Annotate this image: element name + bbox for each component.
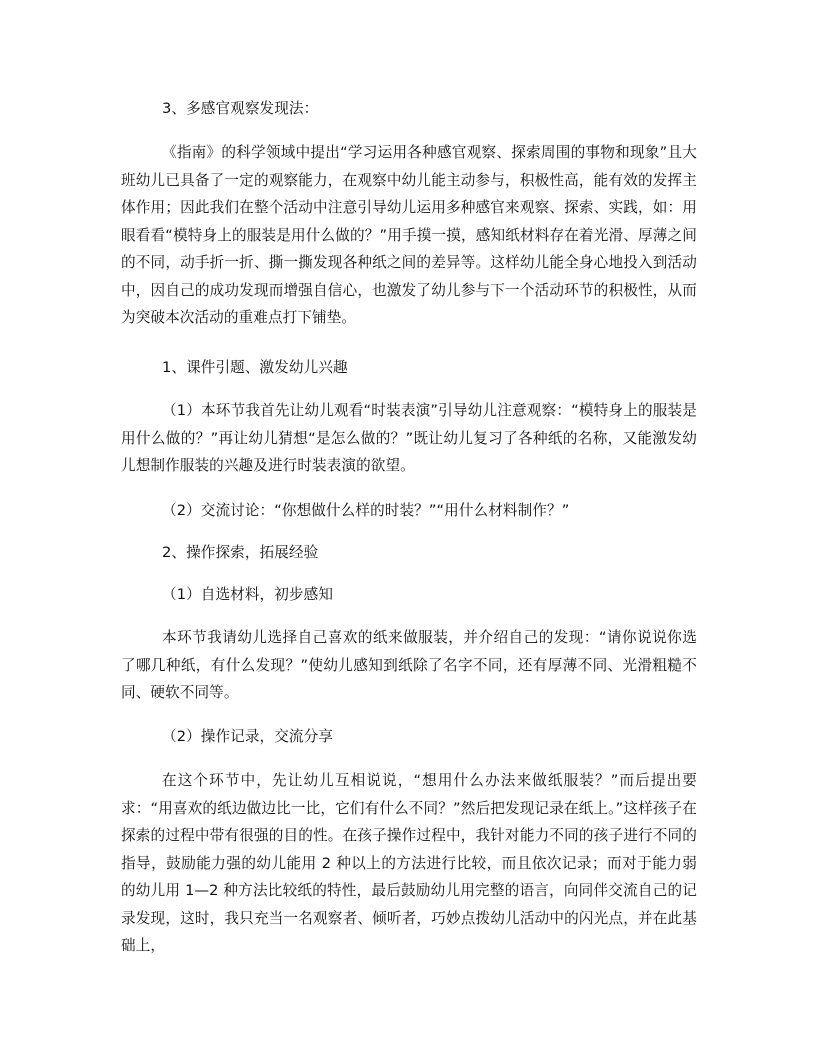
heading-section-2: 2、操作探索，拓展经验: [162, 544, 319, 561]
paragraph-section-1-item-2: （2）交流讨论：“你想做什么样的时装？”“用什么材料制作？”: [162, 502, 570, 519]
heading-section-1: 1、课件引题、激发幼儿兴趣: [162, 359, 348, 376]
paragraph-observation-intro: 《指南》的科学领域中提出“学习运用各种感官观察、探索周围的事物和现象”且大班幼儿已具备了一定的观察能力，在观察中幼儿能主动参与，积极性高，能有效的发挥主体作用；因此我们在整个活动中注意引导幼儿运用多种感官来观察、探索、实践，如：用眼看看“模特身上的服装是用什么做的？”用手摸一摸，感知纸材料存在着光滑、厚薄之间的不同，动手折一折、撕一撕发现各种纸之间的差异等。这样幼儿能全身心地投入到活动中，因自己的成功发现而增强自信心，也激发了幼儿参与下一个活动环节的积极性，从而为突破本次活动的重难点打下铺垫。: [121, 144, 697, 326]
paragraph-section-2-item-1: 本环节我请幼儿选择自己喜欢的纸来做服装，并介绍自己的发现：“请你说说你选了哪几种纸，有什么发现？”使幼儿感知到纸除了名字不同，还有厚薄不同、光滑粗糙不同、硬软不同等。: [121, 629, 697, 701]
heading-observation-method: 3、多感官观察发现法：: [162, 100, 319, 117]
subheading-section-2-item-1: （1）自选材料，初步感知: [162, 586, 334, 603]
subheading-section-2-item-2: （2）操作记录，交流分享: [162, 728, 334, 745]
paragraph-section-1-item-1: （1）本环节我首先让幼儿观看“时装表演”引导幼儿注意观察：“模特身上的服装是用什么做的？”再让幼儿猜想“是怎么做的？”既让幼儿复习了各种纸的名称，又能激发幼儿想制作服装的兴趣及进行时装表演的欲望。: [121, 402, 697, 474]
paragraph-section-2-item-2: 在这个环节中，先让幼儿互相说说，“想用什么办法来做纸服装？”而后提出要求：“用喜欢的纸边做边比一比，它们有什么不同？”然后把发现记录在纸上。”这样孩子在探索的过程中带有很强的目的性。在孩子操作过程中，我针对能力不同的孩子进行不同的指导，鼓励能力强的幼儿能用 2 种以上的方法进行比较，而且依次记录；而对于能力弱的幼儿用 1—2 种方法比较纸的特性，最后鼓励幼儿用完整的语言，向同伴交流自己的记录发现，这时，我只充当一名观察者、倾听者，巧妙点拨幼儿活动中的闪光点，并在此基础上，: [121, 772, 697, 954]
